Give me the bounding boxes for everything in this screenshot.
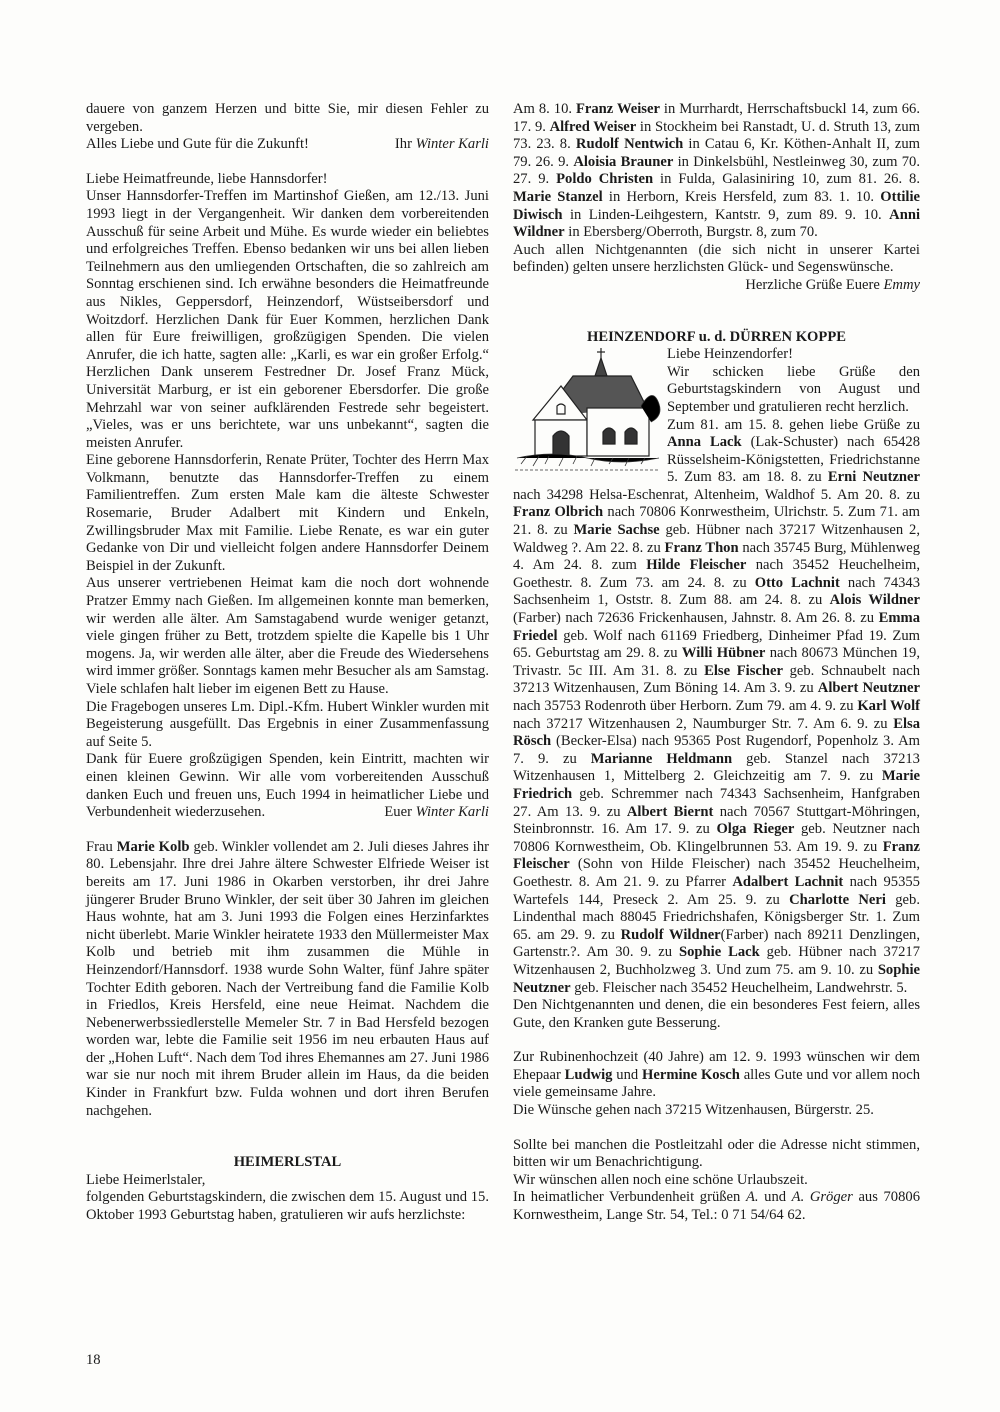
- person-name: Hermine Kosch: [642, 1066, 740, 1083]
- person-name: Franz Thon: [664, 539, 739, 556]
- person-name: Poldo Christen: [556, 171, 654, 188]
- person-name: Franz Fleischer: [513, 838, 920, 873]
- paragraph-address: Die Wünsche gehen nach 37215 Witzenhausen, Bürgerstr. 25.: [513, 1102, 874, 1119]
- text-run: nach 95355 Wartefels 144, Preseck 2. Am 25. 9. zu: [513, 873, 920, 908]
- paragraph-renate: Eine geborene Hannsdorferin, Renate Prüter, Tochter des Herrn Max Volkmann, benutzte das Hannsdorfer-Treffen zu einem Familientreffen. Zum ersten Male kam die älteste Schwester Rosemarie, Bruder Adalbert mit Kindern und Enkeln, Zwillingsbruder Max mit Familie. Liebe Renate, es war ein guter Gedanke von Dir und vielleicht folgen andere Hannsdorfer Deinem Beispiel in der Zukunft.: [86, 452, 489, 574]
- person-name: Otto Lachnit: [754, 574, 840, 591]
- paragraph-treffen: Unser Hannsdorfer-Treffen im Martinshof Gießen, am 12./13. Juni 1993 liegt in der Vergangenheit. Wir danken dem vorbereitenden Ausschuß für seine Arbeit und Mühe. Es wurde wieder ein beliebtes und erfolgreiches Treffen. Ebenso bedanken wir uns bei allen lieben Teilnehmern aus den umliegenden Ortschaften, die so zahlreich am Sonntag erschienen sind. Ich erwähne besonders die Heimatfreunde aus Nikles, Geppersdorf, Heinzendorf, Wüstseibersdorf und Woitzdorf. Herzlichen Dank für Euer Kommen, herzlichen Dank allen für Eure freiwilligen, großzügigen Spenden. Die vielen Anrufer, die ich hatte, sagten alle: „Karli, es war ein großer Erfolg.“ Herzlichen Dank unserem Festredner Dr. Josef Franz Mück, Universität Marburg, er ist ein geborener Ebersdorfer. Die große Mehrzahl war von seiner aufklärenden Festrede sehr begeistert. „Vieles, was er uns berichtete, war uns unbekannt“, sagten die meisten Anrufer.: [86, 188, 489, 451]
- church-icon: [513, 346, 661, 472]
- text-run: geb. Wolf nach 61169 Friedberg, Dinheimer Pfad 19. Zum 65. Geburtstag am 29. 8. zu: [513, 627, 920, 662]
- paragraph-marie-kolb: Frau Marie Kolb geb. Winkler vollendet am 2. Juli dieses Jahres ihr 80. Lebensjahr. Ihre drei Jahre ältere Schwester Elfriede Weiser ist bereits am 17. Juni 1986 in Okarben verstorben, ihr drei Jahre jüngerer Bruder Bruno Winkler, der seit über 30 Jahren im gleichen Haus wohnte, hat am 3. Juni 1993 die Folgen eines Herzinfarktes nicht überlebt. Marie Winkler heiratete 1933 den Müllermeister Max Kolb und betrieb mit ihm zusammen die Mühle in Heinzendorf/Hannsdorf. 1938 wurde Sohn Walter, fünf Jahre später Tochter Edith geboren. Nach der Vertreibung fand die Familie Kolb in Friedlos, Kreis Hersfeld, eine neue Heimat. Nachdem die Nebenerwerbssiedlerstelle Memeler Str. 7 in Bad Hersfeld bezogen worden war, lebte die Familie seit 1956 im neu erbauten Haus auf der „Hohen Luft“. Nach dem Tod ihres Ehemannes am 27. Juni 1986 war sie nur noch mit ihrem Bruder allein im Haus, da die beiden Kinder in Frankfurt bzw. Fulda wohnen und dort ihren Berufen nachgehen.: [86, 838, 489, 1119]
- text-run: nach 80673 München 19, Trivastr. 5c III. Am 31. 8. zu: [513, 645, 920, 679]
- signature-emmy: Herzliche Grüße Euere Emmy: [745, 276, 920, 293]
- text-run: nach 35745 Burg, Mühlenweg 4. Am 24. 8. zum: [513, 539, 921, 574]
- person-name: Hilde Fleischer: [646, 557, 747, 574]
- text-run: nach 37217 Witzenhausen 2, Naumburger Str. 7. Am 6. 9. zu: [513, 715, 894, 732]
- church-illustration: [513, 346, 661, 472]
- text-run: in Ebersberg/Oberroth, Burgstr. 8, zum 70.: [564, 224, 818, 241]
- person-name: Marianne Heldmann: [590, 750, 733, 767]
- text-run: in Catau 6, Kr. Köthen-Anhalt II, zum 79. 26. 9.: [513, 136, 921, 170]
- text-run: (Lak-Schuster) nach 65428 Rüsselsheim-Königstetten, Friedrichstanne 5. Zum 83. am 18. 8. zu: [667, 434, 921, 486]
- text-run: geb. Hübner nach 37217 Witzenhausen 2, Waldweg ?. Am 22. 8. zu: [513, 522, 920, 556]
- person-name: Rudolf Wildner: [620, 926, 721, 943]
- signature-line-karli: [86, 136, 489, 154]
- person-name: Marie Sachse: [573, 522, 660, 539]
- paragraph-fragebogen: Die Fragebogen unseres Lm. Dipl.-Kfm. Hubert Winkler wurden mit Begeisterung ausgefüllt. Das Ergebnis in einer Zusammenfassung auf Seite 5.: [86, 698, 489, 750]
- person-name: Marie Stanzel: [513, 188, 603, 205]
- text-run: nach 35452 Heuchelheim, Goethestr. 8. Zum 73. am 24. 8. zu: [513, 557, 920, 591]
- person-name: Rudolf Nentwich: [575, 136, 684, 153]
- text-run: nach 74343 Sachsenheim 1, Oststr. 8. Zum 88. am 24. 8. zu: [513, 574, 921, 609]
- section-heading-heinzendorf: HEINZENDORF u. d. DÜRREN KOPPE: [587, 328, 846, 345]
- person-name: Alfred Weiser: [549, 118, 637, 135]
- person-name: Anna Lack: [667, 434, 742, 451]
- person-name: Adalbert Lachnit: [732, 873, 844, 890]
- person-name: Erni Neutzner: [827, 469, 920, 486]
- text-run: (Farber) nach 89211 Denzlingen, Gartenstr.?. Am 30. 9. zu: [513, 926, 920, 961]
- person-name: Ludwig: [564, 1066, 613, 1083]
- person-name: Anni Wildner: [513, 206, 920, 241]
- text-run: (Farber) nach 72636 Frickenhausen, Jahnstr. 8. Am 26. 8. zu: [513, 610, 879, 627]
- text-run: (Sohn von Hilde Fleischer) nach 35452 Heuchelheim, Goethestr. 8. Am 21. 9. zu Pfarrer: [513, 856, 920, 890]
- text-run: geb. Schnaubelt nach 37213 Witzenhausen, Zum Böning 14. Am 3. 9. zu: [513, 662, 920, 697]
- person-name: Willi Hübner: [681, 645, 766, 662]
- text-run: in Murrhardt, Herrschaftsbuckl 14, zum 66. 17. 9.: [513, 101, 921, 135]
- text-run: Zur Rubinenhochzeit (40 Jahre) am 12. 9. 1993 wünschen wir dem Ehepaar: [513, 1049, 920, 1083]
- paragraph-good-wishes: Den Nichtgenannten und denen, die ein besonderes Fest feiern, alles Gute, den Kranken gute Besserung.: [513, 997, 920, 1031]
- text-run: Am 8. 10.: [513, 101, 576, 117]
- text-run: nach 35753 Rodenroth über Herborn. Zum 79. am 4. 9. zu: [513, 698, 858, 714]
- paragraph-nichtgenannte: Auch allen Nichtgenannten (die sich nicht in unserer Kartei befinden) gelten unsere herzlichsten Glück- und Segenswünsche.: [513, 241, 920, 276]
- person-name: Karl Wolf: [857, 698, 920, 714]
- greeting-hannsdorfer: Liebe Heimatfreunde, liebe Hannsdorfer!: [86, 170, 328, 187]
- text-run: in Linden-Leihgestern, Kantstr. 9, zum 89. 9. 10.: [562, 206, 890, 223]
- text-run: geb. Stanzel nach 37213 Witzenhausen 1, Mittelberg 2. Gleichzeitig am 7. 9. zu: [513, 750, 920, 785]
- paragraph-geburtstag-intro: folgenden Geburtstagskindern, die zwischen dem 15. August und 15. Oktober 1993 Geburtstag haben, gratulieren wir aufs herzlichste:: [86, 1189, 489, 1224]
- text-run: alles Gute und vor allem noch viele gemeinsame Jahre.: [513, 1066, 921, 1101]
- greeting-heimerlstaler: Liebe Heimerlstaler,: [86, 1171, 206, 1188]
- person-name: Alois Wildner: [829, 592, 921, 609]
- text-run: in Fulda, Galasiniring 10, zum 81. 26. 8.: [653, 171, 920, 188]
- text-run: in Stockheim bei Ranstadt, U. d. Struth 13, zum 73. 23. 8.: [513, 118, 920, 153]
- text-run: in Dinkelsbühl, Nestleinweg 30, zum 70. 27. 9.: [513, 153, 921, 188]
- text-run: geb. Hübner nach 37217 Witzenhausen 2, Buchholzweg 3. Und zum 75. am 9. 10. zu: [513, 944, 921, 978]
- birthday-list-heimerlstal: [513, 101, 920, 242]
- section-heading-heimerlstal: HEIMERLSTAL: [233, 1154, 342, 1171]
- signature: Euer Winter Karli: [384, 804, 489, 821]
- person-name: Marie Friedrich: [513, 768, 920, 802]
- person-name: Charlotte Neri: [789, 891, 886, 908]
- right-column: [513, 101, 920, 1225]
- person-name: Franz Weiser: [575, 101, 660, 117]
- person-name: Sophie Lack: [679, 944, 760, 961]
- person-name: Ottilie Diwisch: [513, 188, 920, 223]
- person-name: Elsa Rösch: [513, 715, 920, 750]
- paragraph-emmy: Aus unserer vertriebenen Heimat kam die noch dort wohnende Pratzer Emmy nach Gießen. Im allgemeinen konnte man bemerken, wir werden alle älter. Am Samstagabend wurde weniger getanzt, viele gingen früher zu Bett, trotzdem spielte die Kapelle bis 1 Uhr mogens. Ja, wir werden alle älter, aber die Freude des Wiedersehens wird immer größer. Sonntags kamen mehr Besucher als am Samstag. Viele schlafen halt lieber im eigenen Bett zu Hause.: [86, 575, 489, 697]
- paragraph-apology: dauere von ganzem Herzen und bitte Sie, mir diesen Fehler zu vergeben.: [86, 101, 489, 135]
- person-name: Olga Rieger: [716, 821, 795, 838]
- person-name: Albert Biernt: [626, 803, 714, 820]
- paragraph-urlaub: Wir wünschen allen noch eine schöne Urlaubszeit.: [513, 1171, 808, 1188]
- person-name: Franz Olbrich: [513, 504, 604, 521]
- text-run: Wir schicken liebe Grüße den Geburtstagskindern von August und September und gratulieren recht herzlich.: [667, 363, 920, 415]
- paragraph-rubinenhochzeit: [513, 1049, 920, 1102]
- text-run: in Herborn, Kreis Hersfeld, zum 83. 1. 10.: [602, 188, 881, 205]
- left-column: [86, 101, 489, 1225]
- page-number: 18: [86, 1352, 101, 1368]
- text-run: geb. Lindenthal mach 88045 Friedrichshafen, Königsberger Str. 1. Zum 65. am 29. 9. zu: [513, 891, 920, 943]
- signature: Ihr Winter Karli: [394, 136, 489, 153]
- person-name: Albert Neutzner: [817, 680, 921, 697]
- paragraph-postleitzahl: Sollte bei manchen die Postleitzahl oder die Adresse nicht stimmen, bitten wir um Benachrichtigung.: [513, 1136, 920, 1171]
- text-run: geb. Schremmer nach 74343 Sachsenheim, Hanfgraben 27. Am 13. 9. zu: [513, 785, 920, 820]
- text-run: Zum 81. am 15. 8. gehen liebe Grüße zu: [667, 416, 920, 433]
- person-name: Else Fischer: [704, 662, 783, 679]
- paragraph-closing: In heimatlicher Verbundenheit grüßen A. und A. Gröger aus 70806 Kornwestheim, Lange Str. 54, Tel.: 0 71 54/64 62.: [513, 1189, 920, 1224]
- text-run: geb. Neutzner nach 70806 Kornwestheim, Ob. Klingelbrunnen 53. Am 19. 9. zu: [513, 821, 920, 855]
- person-name: Aloisia Brauner: [573, 153, 674, 170]
- text-run: und: [612, 1066, 643, 1083]
- person-name: Sophie Neutzner: [513, 961, 920, 996]
- text-run: nach 34298 Helsa-Eschenrat, Altenheim, Waldhof 5. Am 20. 8. zu: [513, 486, 920, 503]
- paragraph-dank: Dank für Euere großzügigen Spenden, kein Eintritt, machten wir einen kleinen Gewinn. Wir alle vom vorbereitenden Ausschuß danken Euch und freuen uns, Euch 1994 in heimatlicher Liebe und Verbundenheit wiederzusehen. Euer Winter Karli: [86, 751, 489, 821]
- text-run: (Becker-Elsa) nach 95365 Post Rugendorf, Popenholz 3. Am 7. 9. zu: [513, 733, 920, 767]
- text-run: geb. Fleischer nach 35452 Heuchelheim, Landwehrstr. 5.: [570, 979, 908, 996]
- text-run: Liebe Heinzendorfer!: [667, 346, 793, 363]
- person-name: Emma Friedel: [513, 610, 920, 644]
- text-run: nach 70567 Stuttgart-Möhringen, Steinbronnstr. 16. Am 17. 9. zu: [513, 803, 920, 838]
- text-run: nach 70806 Konrwestheim, Ulrichstr. 5. Zum 71. am 21. 8. zu: [513, 504, 920, 539]
- wishes-text: Alles Liebe und Gute für die Zukunft!: [86, 136, 309, 153]
